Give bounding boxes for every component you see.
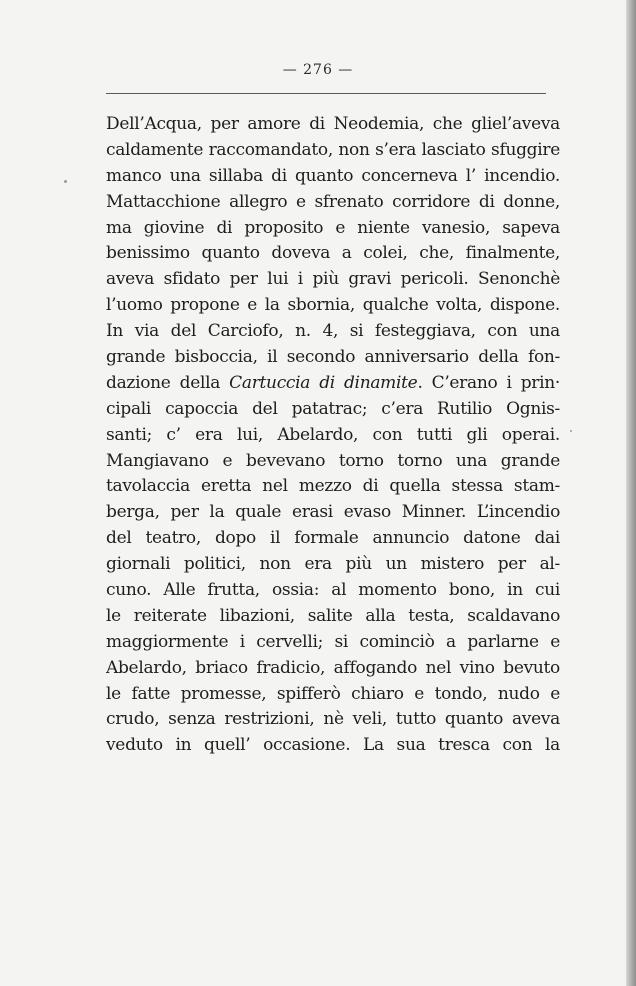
text-line: aveva sfidato per lui i più gravi pericoli. Senonchè [106, 269, 560, 290]
text-line: Dell’Acqua, per amore di Neodemia, che gliel’aveva [106, 114, 560, 134]
text-line: le reiterate libazioni, salite alla testa, scaldavano [106, 605, 560, 626]
text-line: caldamente raccomandato, non s’era lasciato sfuggire [106, 139, 560, 160]
page-number: — 276 — [282, 62, 354, 78]
paper-speck [64, 180, 67, 183]
header-rule [106, 93, 546, 94]
text-line: le fatte promesse, spifferò chiaro e tondo, nudo e [106, 683, 560, 704]
page-edge-shadow [626, 0, 636, 986]
text-line: giornali politici, non era più un mistero per al- [106, 554, 560, 575]
text-line: l’uomo propone e la sbornia, qualche volta, dispone. [106, 295, 560, 316]
text-line: benissimo quanto doveva a colei, che, finalmente, [106, 243, 560, 264]
text-line: ma giovine di proposito e niente vanesio, sapeva [106, 217, 560, 238]
text-line: del teatro, dopo il formale annuncio datone dai [106, 528, 560, 549]
text-line: In via del Carciofo, n. 4, si festeggiava, con una [106, 321, 560, 342]
text-line: maggiormente i cervelli; si cominciò a parlarne e [106, 631, 560, 652]
text-line: Abelardo, briaco fradicio, affogando nel vino bevuto [106, 657, 560, 678]
text-line: veduto in quell’ occasione. La sua tresca con la [106, 735, 560, 756]
text-line: manco una sillaba di quanto concerneva l’ incendio. [106, 165, 560, 186]
body-text [106, 112, 560, 759]
text-line: crudo, senza restrizioni, nè veli, tutto quanto aveva [106, 709, 560, 730]
text-line-with-italic-title: dazione della Cartuccia di dinamite. C’erano i prin· [106, 372, 560, 393]
text-line: Mangiavano e bevevano torno torno una grande [106, 450, 560, 471]
text-line: berga, per la quale erasi evaso Minner. L’incendio [106, 502, 560, 523]
text-line: cuno. Alle frutta, ossia: al momento bono, in cui [106, 580, 560, 601]
italic-title: Cartuccia di dinamite [229, 372, 418, 393]
text-line: grande bisboccia, il secondo anniversario della fon- [106, 347, 560, 368]
text-line: tavolaccia eretta nel mezzo di quella stessa stam- [106, 476, 560, 497]
text-line: santi; c’ era lui, Abelardo, con tutti gli operai. [106, 424, 560, 445]
text-line: Mattacchione allegro e sfrenato corridore di donne, [106, 191, 560, 212]
paper-speck [570, 430, 572, 432]
text-line: cipali capoccia del patatrac; c’era Rutilio Ognis- [106, 398, 560, 419]
